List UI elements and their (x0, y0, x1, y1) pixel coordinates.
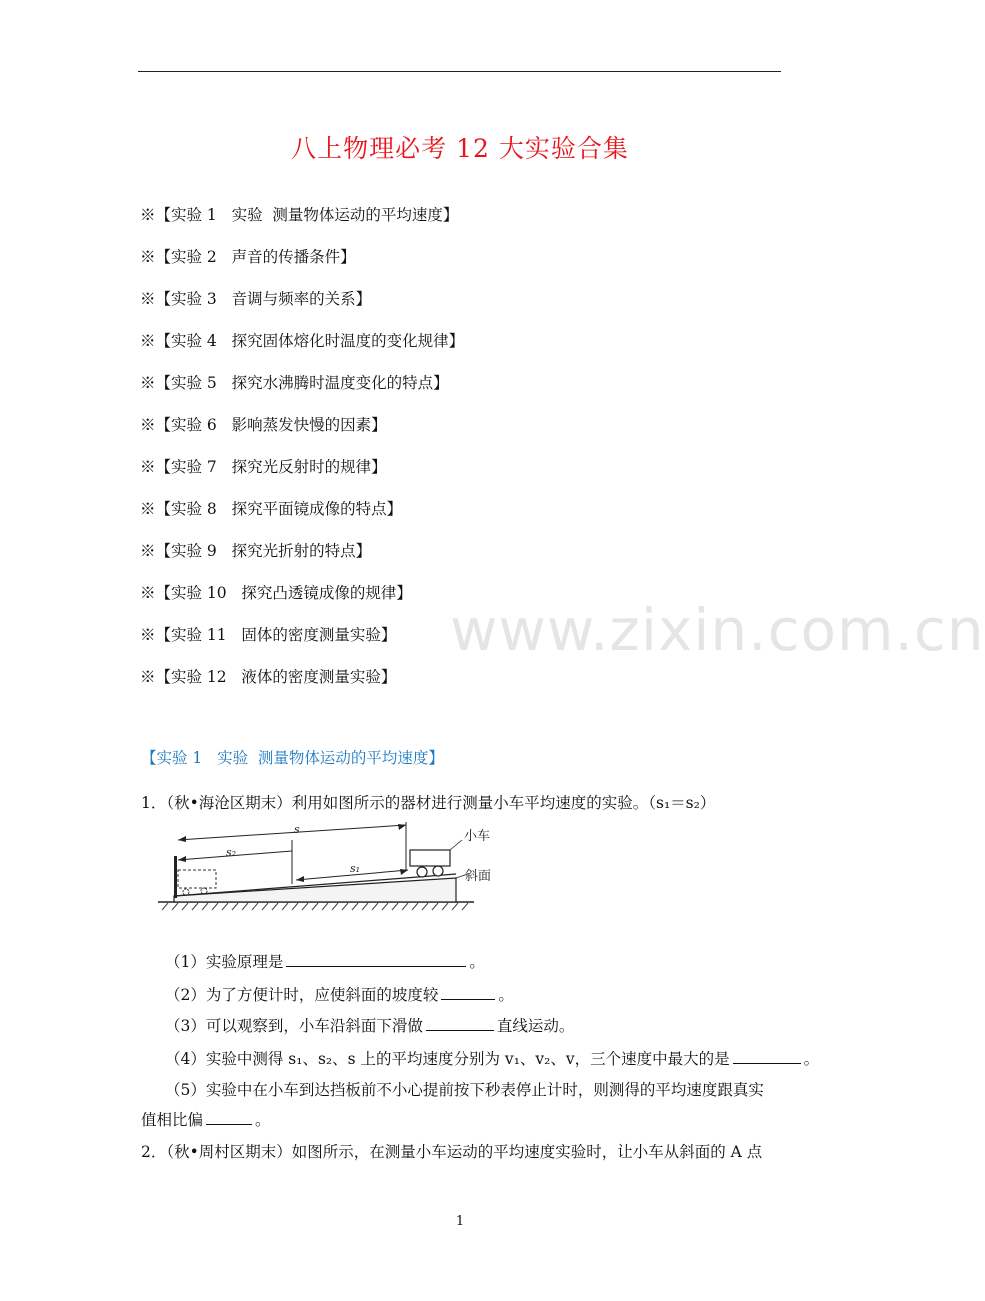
page-number: 1 (455, 1214, 465, 1229)
label-s: s (294, 823, 300, 836)
toc-item[interactable]: ※【实验 1 实验 测量物体运动的平均速度】 (140, 206, 459, 224)
toc-item[interactable]: ※【实验 2 声音的传播条件】 (140, 248, 356, 266)
answer-blank[interactable] (426, 1015, 494, 1031)
toc-item[interactable]: ※【实验 8 探究平面镜成像的特点】 (140, 500, 403, 518)
page-title: 八上物理必考 12 大实验合集 (291, 134, 629, 163)
toc-item[interactable]: ※【实验 10 探究凸透镜成像的规律】 (140, 584, 412, 602)
question-2: 2．（秋•周村区期末）如图所示，在测量小车运动的平均速度实验时，让小车从斜面的 A 点 (141, 1143, 763, 1161)
q1-part5-cont: 值相比偏 。 (141, 1111, 271, 1129)
watermark: www.zixin.com.cn (450, 596, 985, 664)
toc-item[interactable]: ※【实验 12 液体的密度测量实验】 (140, 668, 397, 686)
toc-item[interactable]: ※【实验 3 音调与频率的关系】 (140, 290, 372, 308)
answer-blank[interactable] (733, 1048, 801, 1064)
label-s1: s₁ (350, 862, 361, 875)
toc-item[interactable]: ※【实验 9 探究光折射的特点】 (140, 542, 372, 560)
q1-part4: （4）实验中测得 s₁、s₂、s 上的平均速度分别为 v₁、v₂、v，三个速度中最大的是 。 (165, 1050, 820, 1068)
answer-blank[interactable] (286, 951, 466, 967)
q1-part1: （1）实验原理是 。 (165, 953, 485, 971)
table-of-contents (140, 202, 464, 706)
answer-blank[interactable] (441, 984, 495, 1000)
toc-item[interactable]: ※【实验 11 固体的密度测量实验】 (140, 626, 397, 644)
answer-blank[interactable] (206, 1109, 252, 1125)
toc-item[interactable]: ※【实验 7 探究光反射时的规律】 (140, 458, 387, 476)
toc-item[interactable]: ※【实验 6 影响蒸发快慢的因素】 (140, 416, 387, 434)
question-1: 1．（秋•海沧区期末）利用如图所示的器材进行测量小车平均速度的实验。（s₁＝s₂） (141, 794, 716, 812)
header-rule (138, 71, 781, 72)
label-s2: s₂ (226, 846, 237, 859)
incline-figure (156, 820, 492, 912)
label-slope: 斜面 (465, 869, 492, 884)
section-heading: 【实验 1 实验 测量物体运动的平均速度】 (141, 749, 444, 767)
label-car: 小车 (464, 829, 491, 844)
toc-item[interactable]: ※【实验 4 探究固体熔化时温度的变化规律】 (140, 332, 465, 350)
toc-item[interactable]: ※【实验 5 探究水沸腾时温度变化的特点】 (140, 374, 449, 392)
q1-part3: （3）可以观察到，小车沿斜面下滑做 直线运动。 (165, 1017, 575, 1035)
q1-part5: （5）实验中在小车到达挡板前不小心提前按下秒表停止计时，则测得的平均速度跟真实 (165, 1081, 764, 1099)
q1-part2: （2）为了方便计时，应使斜面的坡度较 。 (165, 986, 514, 1004)
